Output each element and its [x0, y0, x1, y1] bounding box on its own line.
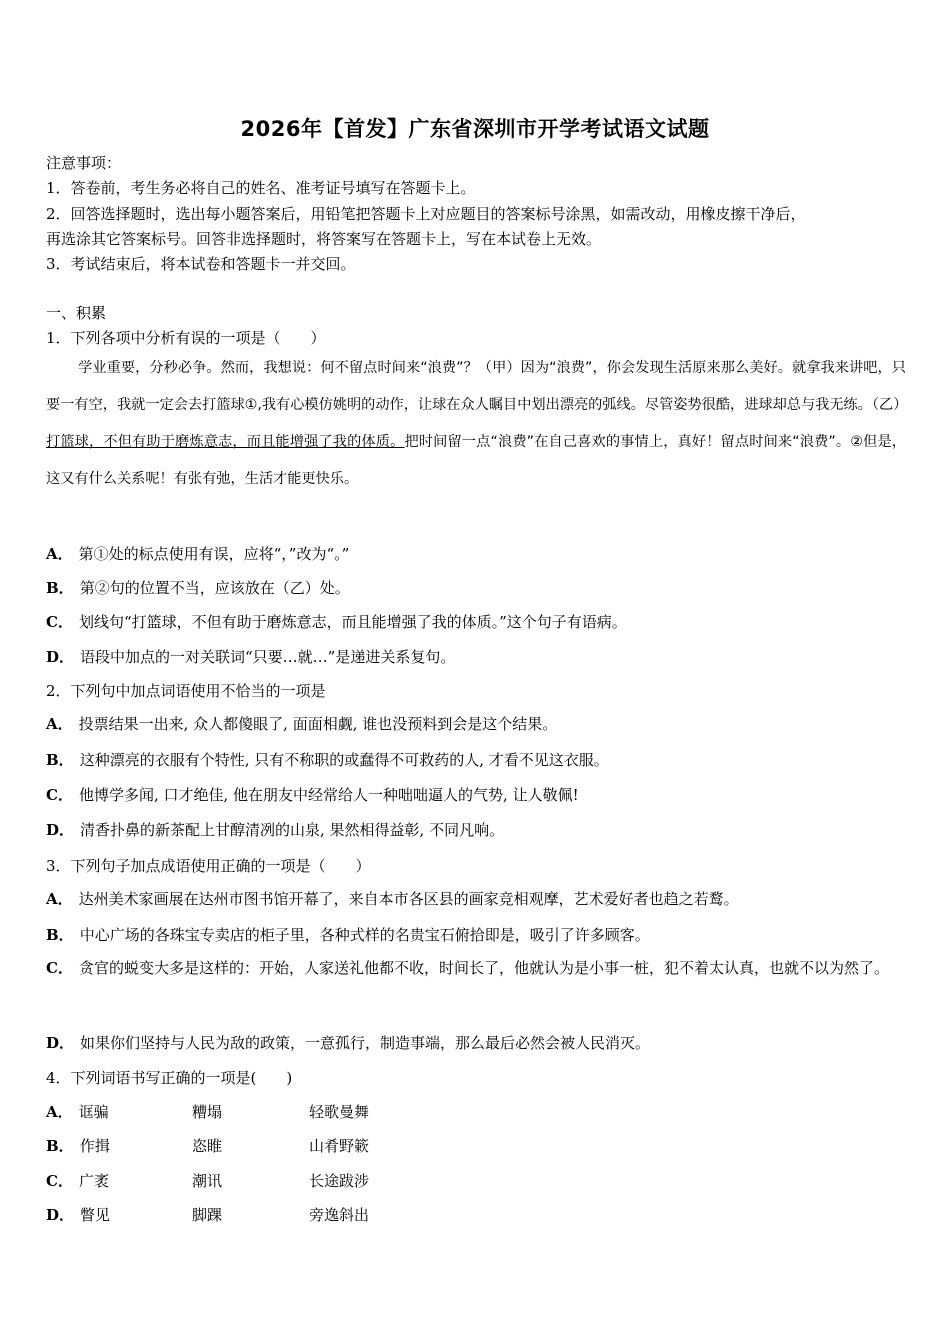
- notice-item: 3．考试结束后，将本试卷和答题卡一并交回。: [46, 255, 356, 273]
- option-word: 山肴野簌: [309, 1137, 370, 1155]
- question-4-stem: 4．下列词语书写正确的一项是( ): [46, 1069, 293, 1087]
- question-4-option-b[interactable]: B． 作揖: [46, 1137, 110, 1155]
- question-2-option-b[interactable]: B． 这种漂亮的衣服有个特性, 只有不称职的或蠢得不可救药的人, 才看不见这衣服。: [46, 751, 609, 769]
- question-4-option-d[interactable]: D． 瞥见: [46, 1206, 111, 1224]
- question-1-passage: [46, 350, 906, 498]
- question-4-option-a[interactable]: A． 诓骗: [46, 1103, 109, 1121]
- option-word: 旁逸斜出: [309, 1206, 370, 1224]
- notice-item: 1．答卷前，考生务必将自己的姓名、准考证号填写在答题卡上。: [46, 179, 476, 197]
- notice-item: 再选涂其它答案标号。回答非选择题时，将答案写在答题卡上，写在本试卷上无效。: [46, 230, 602, 248]
- option-word: 糟塌: [192, 1103, 223, 1121]
- question-1-option-d[interactable]: D． 语段中加点的一对关联词“只要…就…”是递进关系复句。: [46, 648, 456, 666]
- notice-item: 2．回答选择题时，选出每小题答案后，用铅笔把答题卡上对应题目的答案标号涂黑，如需改动，用橡皮擦干净后，: [46, 205, 806, 223]
- passage-text: 学业重要，分秒必争。然而，我想说：何不留点时间来“浪费”？（甲）因为“浪费”，你会发现生活原来那么美好。就拿我来讲吧，只要一有空，我就一定会去打篮球①,我有心模仿姚明的动作，让球在众人瞩目中划出漂亮的弧线。尽管姿势很酷，进球却总与我无练。（乙）: [46, 360, 908, 413]
- option-word: 长途跋涉: [309, 1172, 370, 1190]
- notice-heading: 注意事项：: [46, 154, 122, 172]
- option-word: 潮讯: [192, 1172, 223, 1190]
- question-1-option-b[interactable]: B． 第②句的位置不当，应该放在（乙）处。: [46, 579, 350, 597]
- question-4-option-c[interactable]: C． 广袤: [46, 1172, 109, 1190]
- option-word: 轻歌曼舞: [309, 1103, 370, 1121]
- question-3-option-b[interactable]: B． 中心广场的各珠宝专卖店的柜子里，各种式样的名贵宝石俯拾即是，吸引了许多顾客。: [46, 926, 650, 944]
- question-3-option-a[interactable]: A． 达州美术家画展在达州市图书馆开幕了，来自本市各区县的画家竞相观摩，艺术爱好者也趋之若鹜。: [46, 890, 739, 908]
- question-2-stem: 2．下列句中加点词语使用不恰当的一项是: [46, 682, 326, 700]
- question-3-option-c[interactable]: C． 贪官的蜕变大多是这样的：开始，人家送礼他都不收，时间长了，他就认为是小事一桩，犯不着太认真，也就不以为然了。: [46, 959, 889, 977]
- underlined-sentence: 打篮球，不但有助于磨炼意志，而且能增强了我的体质。: [46, 434, 405, 450]
- page-title: 2026年【首发】广东省深圳市开学考试语文试题: [240, 117, 710, 141]
- option-word: 恣睢: [192, 1137, 223, 1155]
- section-heading: 一、积累: [46, 304, 107, 322]
- passage-text: 把时间留一点“浪费”在自己喜欢的事情上，真好！留点时间来“浪费”。②但是，这又有什么关系呢！有张有弛，生活才能更快乐。: [46, 434, 906, 487]
- question-2-option-d[interactable]: D． 清香扑鼻的新茶配上甘醇清冽的山泉, 果然相得益彰, 不同凡响。: [46, 821, 505, 839]
- question-1-option-c[interactable]: C． 划线句“打篮球，不但有助于磨炼意志，而且能增强了我的体质。”这个句子有语病。: [46, 613, 627, 631]
- option-word: 脚踝: [192, 1206, 223, 1224]
- question-1-stem: 1．下列各项中分析有误的一项是（ ）: [46, 329, 326, 347]
- question-2-option-c[interactable]: C． 他博学多闻, 口才绝佳, 他在朋友中经常给人一种咄咄逼人的气势, 让人敬佩!: [46, 786, 579, 804]
- question-2-option-a[interactable]: A． 投票结果一出来, 众人都傻眼了, 面面相觑, 谁也没预料到会是这个结果。: [46, 715, 558, 733]
- question-1-option-a[interactable]: A． 第①处的标点使用有误，应将“，”改为“。”: [46, 545, 350, 563]
- question-3-option-d[interactable]: D． 如果你们坚持与人民为敌的政策，一意孤行，制造事端，那么最后必然会被人民消灭。: [46, 1034, 651, 1052]
- question-3-stem: 3．下列句子加点成语使用正确的一项是（ ）: [46, 857, 371, 875]
